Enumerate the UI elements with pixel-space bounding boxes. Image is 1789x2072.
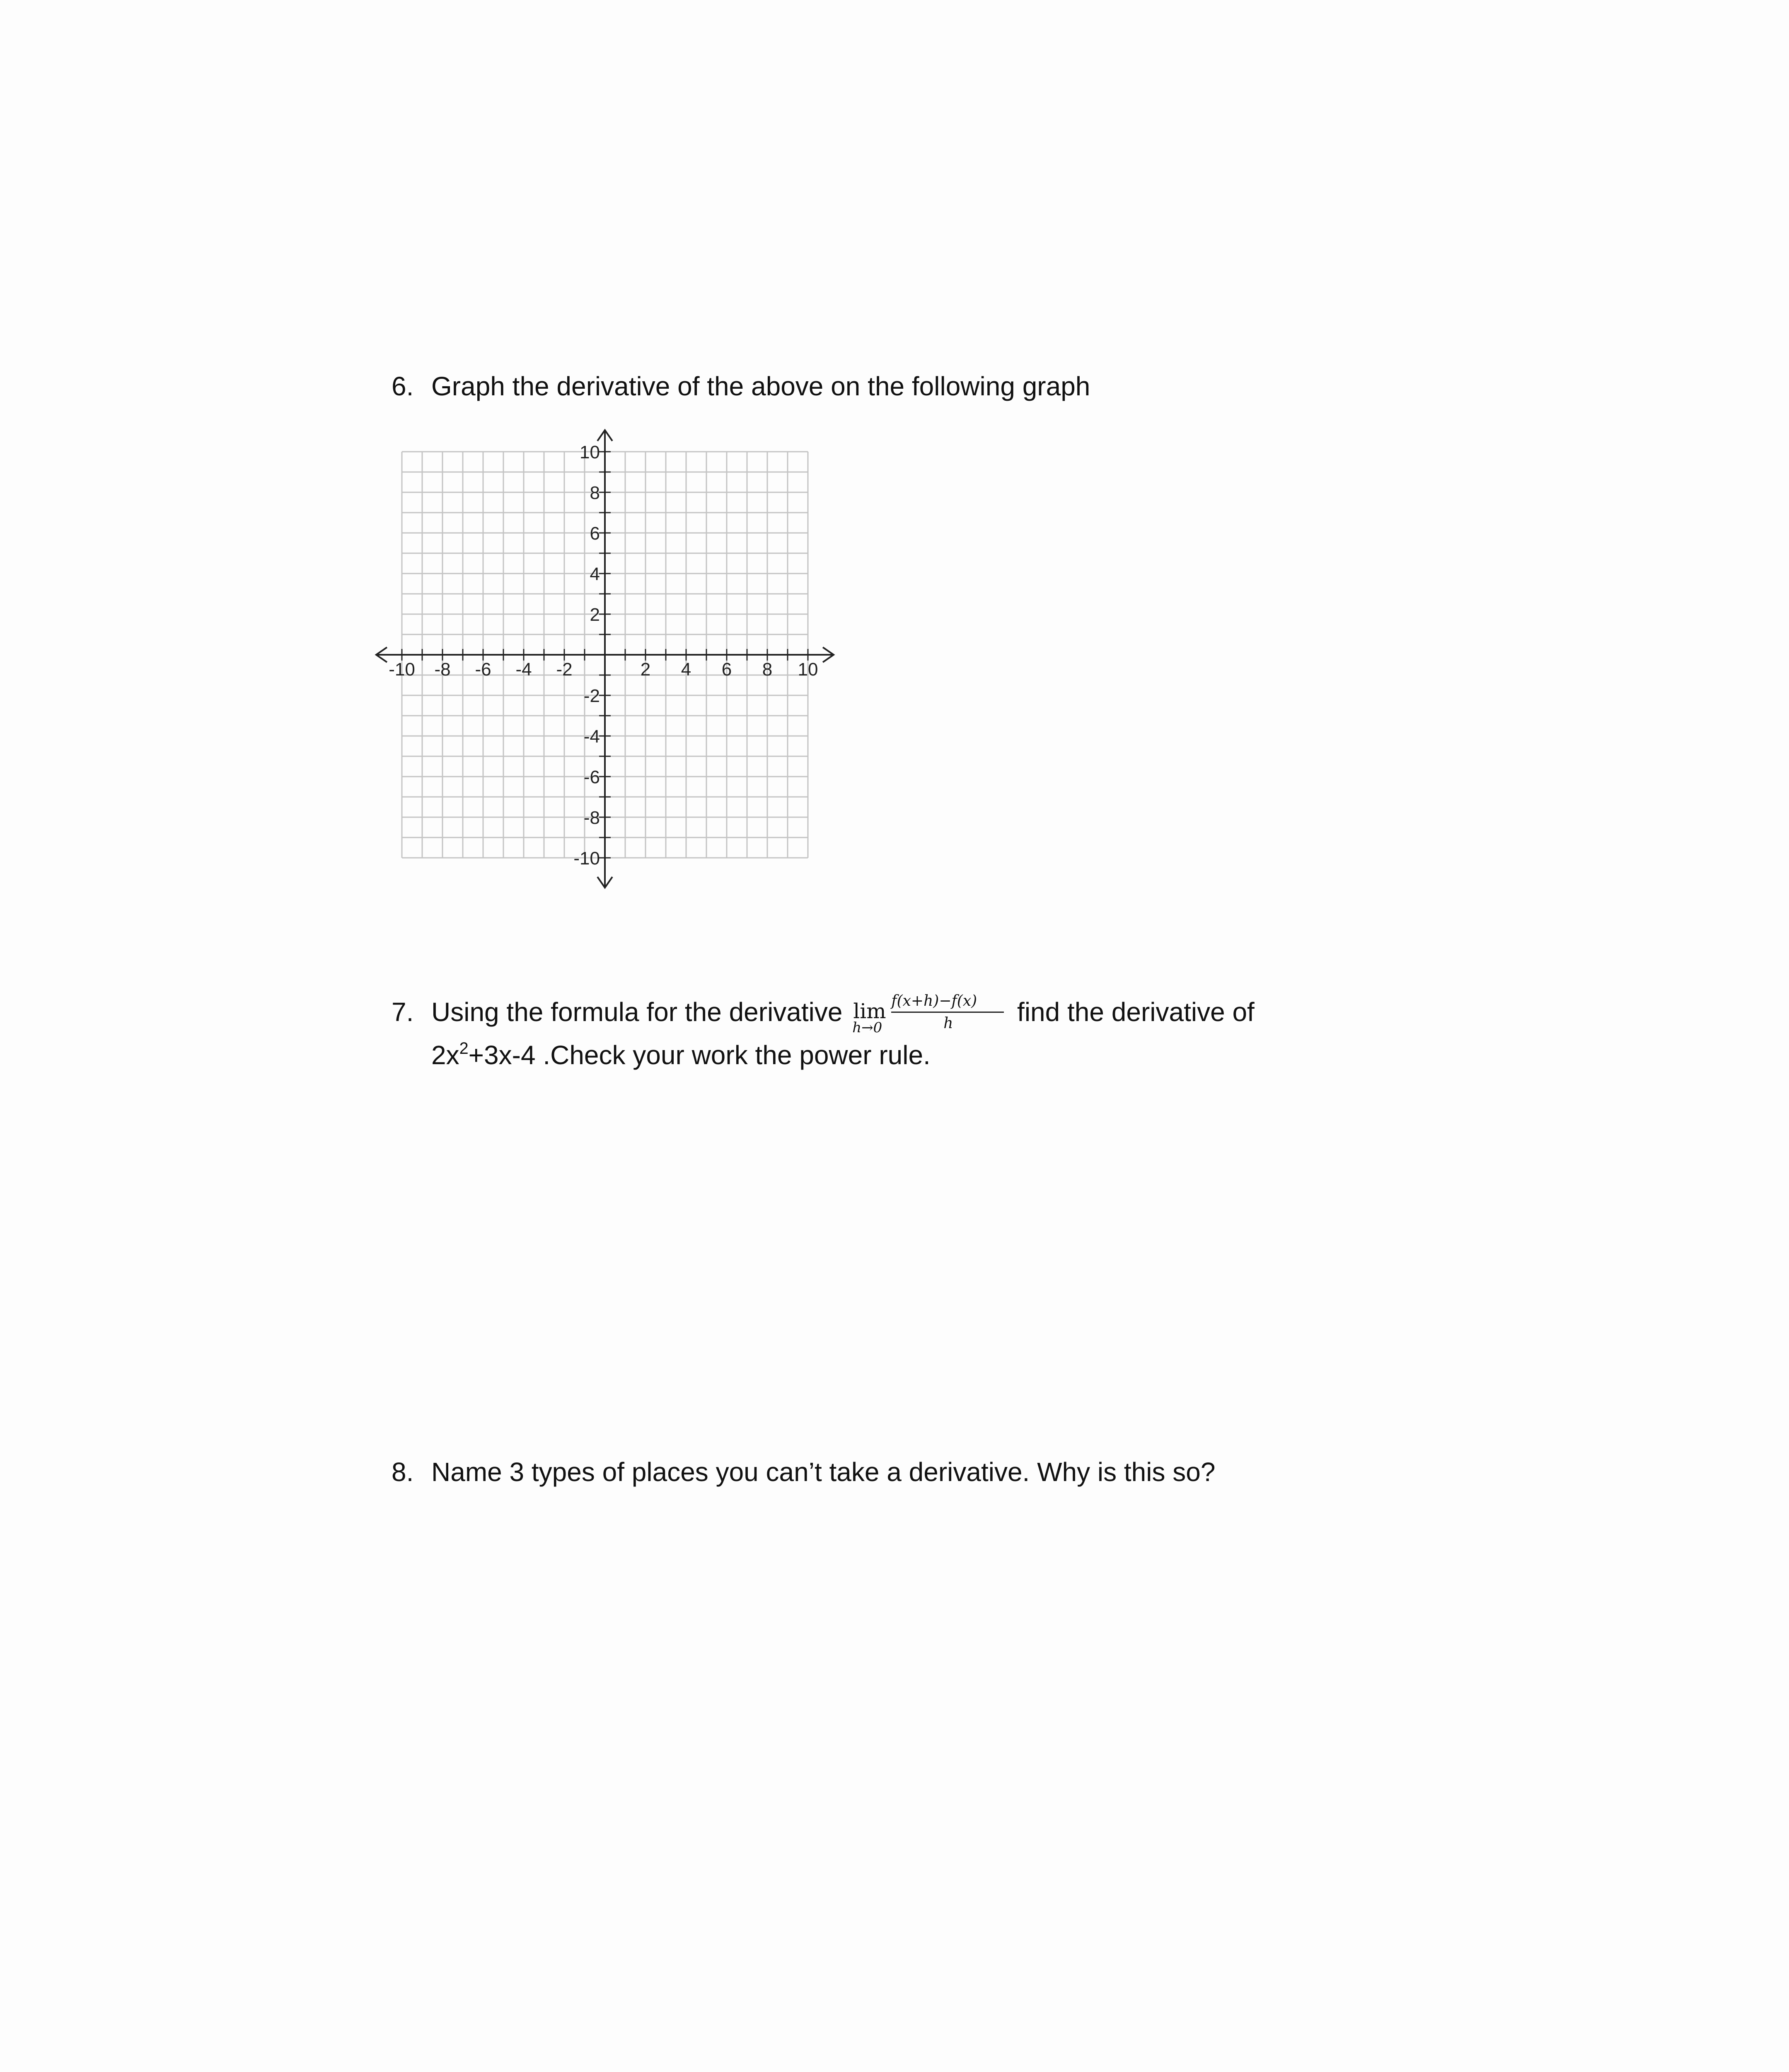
y-tick-label: -2 (583, 686, 600, 706)
y-tick-label: 2 (590, 605, 600, 625)
polynomial-exponent: 2 (459, 1039, 469, 1058)
y-tick-label: 4 (590, 564, 600, 584)
question-text-line-2 (431, 1034, 931, 1077)
x-tick-label: -4 (515, 659, 532, 680)
x-tick-label: 10 (798, 659, 818, 680)
question-number: 8. (392, 1457, 414, 1487)
x-tick-label: 2 (640, 659, 651, 680)
y-tick-label: -6 (583, 767, 600, 787)
x-tick-label: -10 (389, 659, 415, 680)
polynomial-base: 2x (431, 1040, 459, 1070)
fraction-bar (891, 1012, 1004, 1013)
question-text-line-1 (431, 990, 1255, 1036)
polynomial-rest: +3x-4 .Check your work the power rule. (468, 1040, 931, 1070)
x-tick-label: 4 (681, 659, 691, 680)
text-after-formula: find the derivative of (1017, 997, 1255, 1027)
text-before-formula: Using the formula for the derivative (431, 997, 843, 1027)
y-tick-label: -10 (573, 848, 600, 869)
x-tick-label: -2 (556, 659, 573, 680)
y-tick-label: 6 (590, 523, 600, 544)
y-tick-label: -4 (583, 726, 600, 747)
question-text: Graph the derivative of the above on the following graph (431, 371, 1090, 401)
y-tick-label: -8 (583, 808, 600, 828)
axes (376, 430, 834, 888)
x-tick-label: 6 (721, 659, 732, 680)
formula-denominator: h (943, 1015, 953, 1032)
question-number: 7. (392, 997, 414, 1027)
y-tick-label: 10 (580, 442, 600, 462)
formula-numerator: f(x+h)−f(x) (891, 992, 977, 1010)
coordinate-grid (373, 427, 845, 895)
derivative-limit-formula (851, 992, 1007, 1036)
y-tick-label: 8 (590, 483, 600, 503)
x-tick-label: 8 (762, 659, 773, 680)
question-text: Name 3 types of places you can’t take a derivative. Why is this so? (431, 1457, 1216, 1487)
question-number: 6. (392, 371, 414, 401)
x-tick-label: -8 (434, 659, 451, 680)
x-tick-label: -6 (475, 659, 491, 680)
formula-lim: lim (853, 999, 886, 1024)
formula-lim-subscript: h→0 (852, 1019, 882, 1036)
